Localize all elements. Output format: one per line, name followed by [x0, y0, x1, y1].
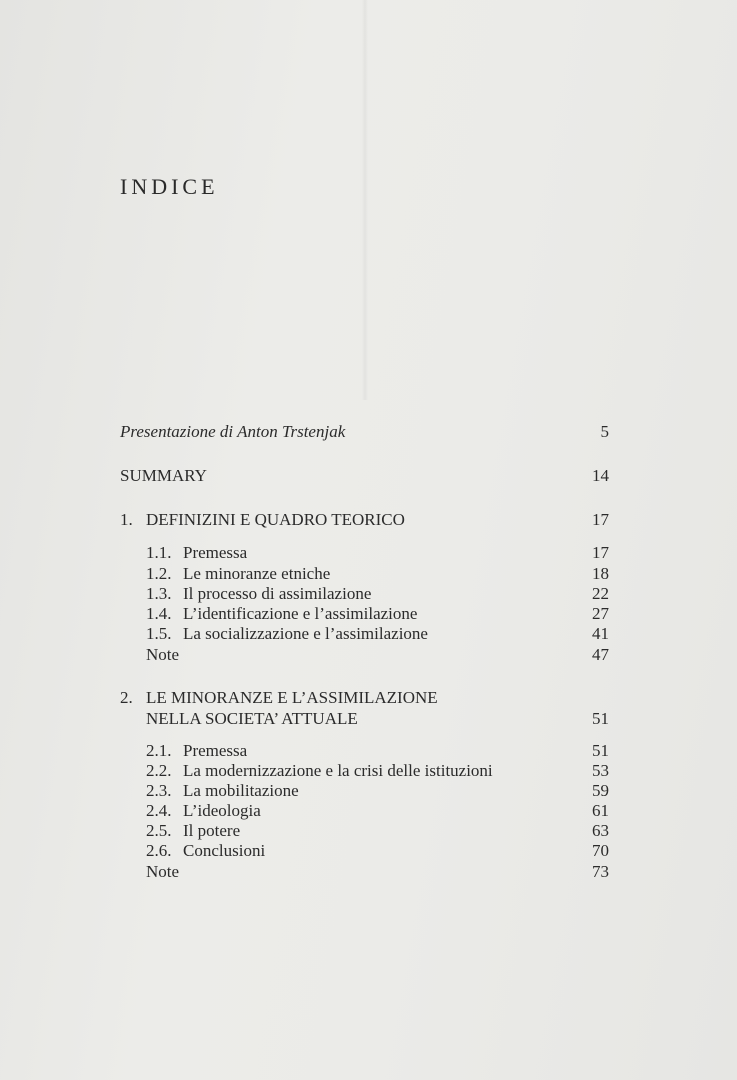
toc-section	[0, 841, 737, 863]
toc-entry-page: 17	[592, 543, 609, 562]
toc-entry-page: 73	[592, 862, 609, 881]
section-label: L’ideologia	[183, 801, 261, 820]
toc-chapter-1	[0, 510, 737, 532]
toc-section	[0, 543, 737, 565]
toc-entry-page: 17	[592, 510, 609, 529]
chapter-number: 1.	[120, 510, 133, 529]
toc-entry-presentation	[0, 422, 737, 444]
toc-section	[0, 761, 737, 783]
toc-entry-page: 14	[592, 466, 609, 485]
section-label: L’identificazione e l’assimilazione	[183, 604, 418, 623]
toc-entry-page: 63	[592, 821, 609, 840]
section-label: Il processo di assimilazione	[183, 584, 372, 603]
section-number: 2.6.	[146, 841, 172, 860]
chapter-number: 2.	[120, 688, 133, 707]
toc-section	[0, 801, 737, 823]
toc-entry-page: 22	[592, 584, 609, 603]
toc-section	[0, 781, 737, 803]
section-number: 1.2.	[146, 564, 172, 583]
chapter-title-line-1: LE MINORANZE E L’ASSIMILAZIONE	[146, 688, 438, 707]
section-label: Conclusioni	[183, 841, 266, 860]
toc-notes	[0, 645, 737, 667]
section-number: 1.1.	[146, 543, 172, 562]
toc-entry-page: 47	[592, 645, 609, 664]
toc-entry-page: 41	[592, 624, 609, 643]
section-label: La socializzazione e l’assimilazione	[183, 624, 428, 643]
toc-entry-page: 18	[592, 564, 609, 583]
toc-section	[0, 821, 737, 843]
toc-section	[0, 604, 737, 626]
toc-entry-label: SUMMARY	[120, 466, 207, 485]
toc-chapter-2	[0, 688, 737, 710]
section-label: Il potere	[183, 821, 241, 840]
toc-entry-page: 70	[592, 841, 609, 860]
chapter-title-line-2: NELLA SOCIETA’ ATTUALE	[146, 709, 358, 728]
notes-label: Note	[146, 645, 180, 664]
section-label: Premessa	[183, 543, 248, 562]
toc-notes	[0, 862, 737, 884]
section-number: 2.1.	[146, 741, 172, 760]
section-number: 2.5.	[146, 821, 172, 840]
toc-section	[0, 564, 737, 586]
toc-entry-page: 5	[600, 422, 609, 441]
section-label: La modernizzazione e la crisi delle istituzioni	[183, 761, 493, 780]
index-title: INDICE	[120, 174, 219, 199]
section-label: Premessa	[183, 741, 248, 760]
section-number: 1.3.	[146, 584, 172, 603]
toc-chapter-2-line-2	[0, 709, 737, 731]
toc-entry-summary	[0, 466, 737, 488]
toc-entry-page: 51	[592, 709, 609, 728]
toc-section	[0, 741, 737, 763]
section-number: 2.4.	[146, 801, 172, 820]
toc-entry-page: 53	[592, 761, 609, 780]
chapter-title: DEFINIZINI E QUADRO TEORICO	[146, 510, 405, 529]
toc-entry-page: 27	[592, 604, 609, 623]
toc-section	[0, 584, 737, 606]
page-fold-shadow	[362, 0, 368, 400]
toc-entry-label: Presentazione di Anton Trstenjak	[120, 422, 346, 441]
section-number: 1.4.	[146, 604, 172, 623]
section-label: La mobilitazione	[183, 781, 299, 800]
section-number: 1.5.	[146, 624, 172, 643]
section-label: Le minoranze etniche	[183, 564, 331, 583]
toc-entry-page: 51	[592, 741, 609, 760]
section-number: 2.2.	[146, 761, 172, 780]
section-number: 2.3.	[146, 781, 172, 800]
toc-section	[0, 624, 737, 646]
toc-entry-page: 59	[592, 781, 609, 800]
notes-label: Note	[146, 862, 180, 881]
toc-entry-page: 61	[592, 801, 609, 820]
